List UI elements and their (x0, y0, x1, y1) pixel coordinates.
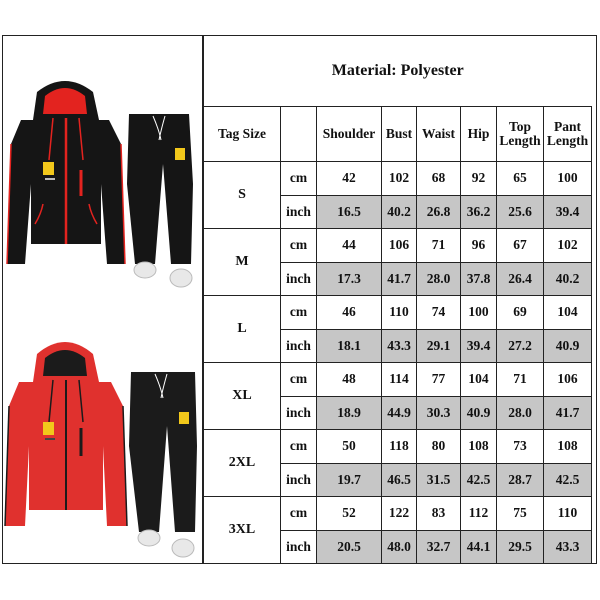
table-row (204, 497, 592, 531)
measurement-cell: 29.5 (497, 530, 544, 564)
table-row (204, 296, 592, 330)
measurement-cell: 110 (382, 296, 417, 330)
measurement-cell: 104 (461, 363, 497, 397)
measurement-cell: 73 (497, 430, 544, 464)
measurement-cell: 43.3 (382, 329, 417, 363)
header-row (204, 107, 592, 162)
measurement-cell: 26.8 (417, 195, 461, 229)
measurement-cell: 69 (497, 296, 544, 330)
measurement-cell: 96 (461, 229, 497, 263)
measurement-cell: 65 (497, 162, 544, 196)
measurement-cell: 40.9 (544, 329, 592, 363)
red-tracksuit-image (3, 336, 202, 561)
size-chart-frame (2, 35, 597, 564)
unit-label: inch (281, 463, 317, 497)
measurement-cell: 44 (317, 229, 382, 263)
measurement-cell: 37.8 (461, 262, 497, 296)
size-label: M (204, 229, 281, 296)
measurement-cell: 42 (317, 162, 382, 196)
measurement-cell: 42.5 (461, 463, 497, 497)
measurement-cell: 19.7 (317, 463, 382, 497)
measurement-cell: 26.4 (497, 262, 544, 296)
measurement-cell: 104 (544, 296, 592, 330)
header-top-length: Top Length (497, 107, 544, 162)
measurement-cell: 32.7 (417, 530, 461, 564)
product-photos (3, 36, 203, 563)
measurement-cell: 122 (382, 497, 417, 531)
unit-label: inch (281, 329, 317, 363)
measurement-cell: 40.2 (544, 262, 592, 296)
measurement-cell: 108 (461, 430, 497, 464)
size-label: 2XL (204, 430, 281, 497)
measurement-cell: 39.4 (461, 329, 497, 363)
measurement-cell: 100 (544, 162, 592, 196)
measurement-cell: 40.9 (461, 396, 497, 430)
black-tracksuit-photo (3, 74, 202, 299)
measurement-cell: 100 (461, 296, 497, 330)
measurement-cell: 42.5 (544, 463, 592, 497)
unit-label: cm (281, 296, 317, 330)
measurement-cell: 118 (382, 430, 417, 464)
measurement-cell: 106 (544, 363, 592, 397)
measurement-cell: 50 (317, 430, 382, 464)
unit-label: inch (281, 195, 317, 229)
measurement-cell: 25.6 (497, 195, 544, 229)
material-title: Material: Polyester (204, 36, 592, 107)
measurement-cell: 112 (461, 497, 497, 531)
table-row (204, 229, 592, 263)
header-tag-size: Tag Size (204, 107, 281, 162)
measurement-cell: 28.0 (417, 262, 461, 296)
size-label: S (204, 162, 281, 229)
measurement-cell: 83 (417, 497, 461, 531)
measurement-cell: 52 (317, 497, 382, 531)
measurement-cell: 41.7 (544, 396, 592, 430)
size-label: L (204, 296, 281, 363)
measurement-cell: 92 (461, 162, 497, 196)
unit-label: cm (281, 430, 317, 464)
measurement-cell: 30.3 (417, 396, 461, 430)
measurement-cell: 39.4 (544, 195, 592, 229)
measurement-cell: 108 (544, 430, 592, 464)
table-row (204, 162, 592, 196)
unit-label: cm (281, 363, 317, 397)
unit-label: cm (281, 229, 317, 263)
measurement-cell: 28.7 (497, 463, 544, 497)
measurement-cell: 106 (382, 229, 417, 263)
unit-label: inch (281, 262, 317, 296)
measurement-cell: 48 (317, 363, 382, 397)
table-row (204, 430, 592, 464)
measurement-cell: 41.7 (382, 262, 417, 296)
measurement-cell: 71 (417, 229, 461, 263)
measurement-cell: 71 (497, 363, 544, 397)
unit-label: inch (281, 396, 317, 430)
measurement-cell: 44.9 (382, 396, 417, 430)
size-label: XL (204, 363, 281, 430)
measurement-cell: 46.5 (382, 463, 417, 497)
measurement-cell: 28.0 (497, 396, 544, 430)
table-row (204, 363, 592, 397)
measurement-cell: 36.2 (461, 195, 497, 229)
measurement-cell: 29.1 (417, 329, 461, 363)
measurement-cell: 110 (544, 497, 592, 531)
measurement-cell: 102 (382, 162, 417, 196)
measurement-cell: 27.2 (497, 329, 544, 363)
unit-label: cm (281, 162, 317, 196)
black-tracksuit-image (3, 74, 202, 299)
header-waist: Waist (417, 107, 461, 162)
header-pant-length: Pant Length (544, 107, 592, 162)
red-tracksuit-photo (3, 336, 202, 561)
measurement-cell: 18.9 (317, 396, 382, 430)
header-shoulder: Shoulder (317, 107, 382, 162)
measurement-cell: 74 (417, 296, 461, 330)
measurement-cell: 68 (417, 162, 461, 196)
measurement-cell: 17.3 (317, 262, 382, 296)
measurement-cell: 44.1 (461, 530, 497, 564)
measurement-cell: 75 (497, 497, 544, 531)
measurement-cell: 77 (417, 363, 461, 397)
header-hip: Hip (461, 107, 497, 162)
size-chart-table (203, 36, 592, 564)
measurement-cell: 67 (497, 229, 544, 263)
measurement-cell: 20.5 (317, 530, 382, 564)
measurement-cell: 43.3 (544, 530, 592, 564)
measurement-cell: 18.1 (317, 329, 382, 363)
unit-label: inch (281, 530, 317, 564)
measurement-cell: 16.5 (317, 195, 382, 229)
measurement-cell: 40.2 (382, 195, 417, 229)
measurement-cell: 80 (417, 430, 461, 464)
size-label: 3XL (204, 497, 281, 564)
header-unit (281, 107, 317, 162)
measurement-cell: 46 (317, 296, 382, 330)
measurement-cell: 31.5 (417, 463, 461, 497)
measurement-cell: 48.0 (382, 530, 417, 564)
measurement-cell: 114 (382, 363, 417, 397)
header-bust: Bust (382, 107, 417, 162)
measurement-cell: 102 (544, 229, 592, 263)
unit-label: cm (281, 497, 317, 531)
